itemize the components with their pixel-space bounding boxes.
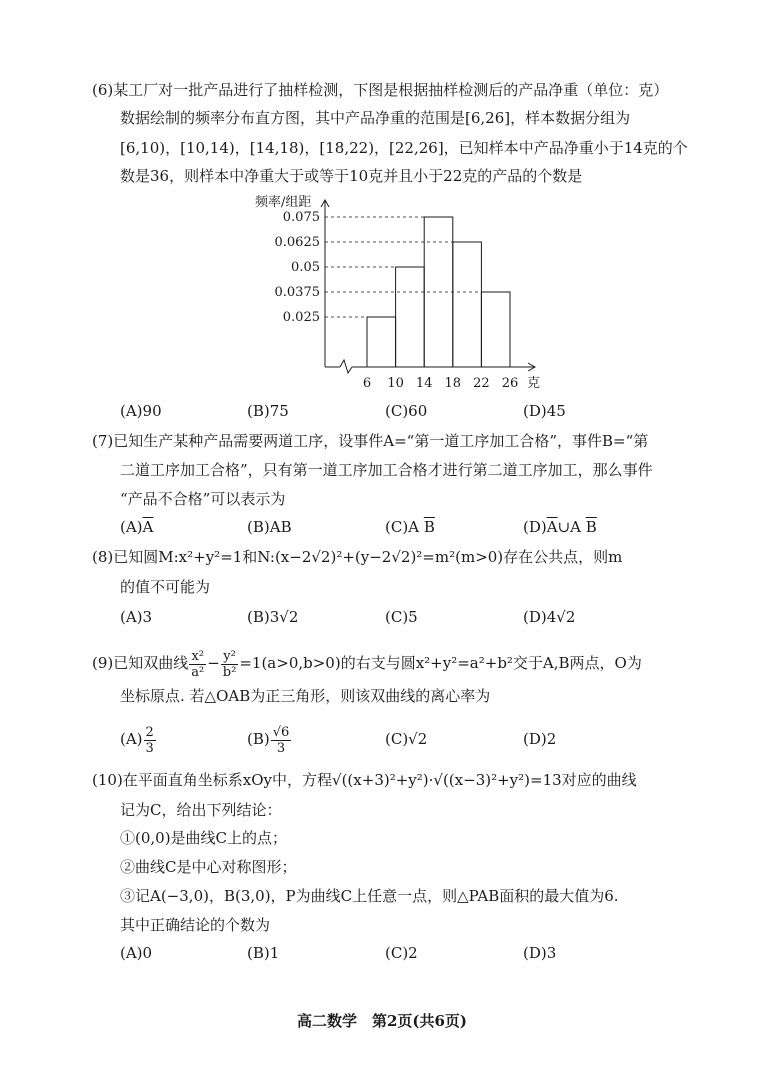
x-tick-label: 18: [444, 376, 462, 391]
q9-options: [120, 722, 680, 756]
x-axis-break: [340, 360, 352, 373]
y-tick-label: 0.075: [282, 210, 320, 225]
x-tick-label: 26: [501, 376, 519, 391]
q10-line-3: 其中正确结论的个数为: [120, 916, 271, 934]
q10-statement-1: ①(0,0)是曲线C上的点；: [120, 829, 288, 847]
q8-option-d: (D)4√2: [523, 608, 576, 626]
histogram-chart: [250, 192, 550, 402]
q7-line-2: 二道工序加工合格”，只有第一道工序加工合格才进行第二道工序加工，那么事件: [120, 461, 653, 479]
y-tick-label: 0.0375: [274, 285, 320, 300]
q7-option-b: (B)AB: [247, 518, 292, 536]
q10-option-c: (C)2: [385, 944, 418, 962]
q10-option-d: (D)3: [523, 944, 557, 962]
x-tick-label: 22: [473, 376, 490, 391]
q9-option-b: (B) $\frac{√6}{3}$: [247, 724, 290, 756]
q6-line-2: 数据绘制的频率分布直方图，其中产品净重的范围是[6,26]，样本数据分组为: [120, 109, 631, 127]
q6-option-a: (A)90: [120, 402, 162, 420]
q9-frac-x: $\frac{\text{x²}}{\text{a²}}$: [191, 648, 205, 680]
x-tick-label: 14: [415, 376, 433, 391]
q8-options: [120, 606, 680, 628]
q10-line-1: (10)在平面直角坐标系xOy中，方程√((x+3)²+y²)·√((x−3)²+y²)=13对应的曲线: [92, 771, 637, 789]
x-tick-label: 10: [387, 376, 404, 391]
q7-option-a: $(A)\overline{A}$: [120, 518, 154, 536]
y-tick-label: 0.0625: [274, 235, 320, 250]
q9-option-a: (A) $\frac{2}{3}$: [120, 724, 154, 756]
q9-option-c: (C)√2: [385, 730, 428, 748]
x-tick-label: 6: [362, 376, 372, 391]
page-footer: 高二数学 第2页(共6页): [296, 1012, 468, 1030]
histogram-bar-1: [396, 267, 425, 367]
q8-line-1: (8)已知圆M:x²+y²=1和N:(x−2√2)²+(y−2√2)²=m²(m>0)存在公共点，则m: [92, 548, 623, 566]
q8-option-c: (C)5: [385, 608, 418, 626]
q10-option-b: (B)1: [247, 944, 280, 962]
q8-line-2: 的值不可能为: [120, 578, 211, 596]
q7-option-c: (C)A $\overline{B}$: [385, 518, 435, 536]
y-tick-label: 0.025: [282, 310, 320, 325]
q6-option-d: (D)45: [523, 402, 566, 420]
q6-option-b: (B)75: [247, 402, 289, 420]
q9-option-d: (D)2: [523, 730, 557, 748]
y-axis-label: 频率/组距: [255, 195, 312, 210]
q10-options: [120, 942, 680, 964]
histogram-bar-0: [367, 317, 396, 367]
q9-line-2: 坐标原点. 若△OAB为正三角形，则该双曲线的离心率为: [120, 687, 491, 705]
histogram-bar-3: [453, 242, 482, 367]
histogram-bar-4: [481, 292, 510, 367]
y-tick-label: 0.05: [291, 260, 320, 275]
q10-statement-3: ③记A(−3,0)，B(3,0)，P为曲线C上任意一点，则△PAB面积的最大值为6.: [120, 887, 619, 905]
q6-line-3: [6,10)，[10,14)，[14,18)，[18,22)，[22,26]，已知样本中产品净重小于14克的个: [120, 139, 688, 157]
q6-options: [120, 400, 680, 422]
q8-option-a: (A)3: [120, 608, 153, 626]
q10-option-a: (A)0: [120, 944, 153, 962]
q8-option-b: (B)3√2: [247, 608, 299, 626]
q9-frac-y: $\frac{\text{y²}}{\text{b²}}$: [222, 648, 237, 680]
q6-option-c: (C)60: [385, 402, 428, 420]
q6-line-4: 数是36，则样本中净重大于或等于10克并且小于22克的产品的个数是: [120, 167, 583, 185]
q7-options: [120, 516, 680, 538]
x-axis-label: 克: [527, 376, 541, 391]
q10-statement-2: ②曲线C是中心对称图形；: [120, 858, 297, 876]
q6-line-1: (6)某工厂对一批产品进行了抽样检测，下图是根据抽样检测后的产品净重（单位：克）: [92, 81, 669, 99]
q10-line-2: 记为C，给出下列结论：: [120, 801, 282, 819]
q7-line-3: “产品不合格”可以表示为: [120, 490, 286, 508]
q9-line-1: (9)已知双曲线 $\frac{\text{x²}}{\text{a²}}$ − $\frac{\text{y²}}{\text{b²}}$ =1(a>0,b>0)的右支与圆x²+y²=a²+b²交于A,B两点，O为: [92, 648, 642, 680]
q7-line-1: (7)已知生产某种产品需要两道工序，设事件A=“第一道工序加工合格”，事件B=“第: [92, 432, 649, 450]
q7-option-d: $(D)\overline{A}\cup A$ $\overline{B}$: [523, 518, 597, 536]
